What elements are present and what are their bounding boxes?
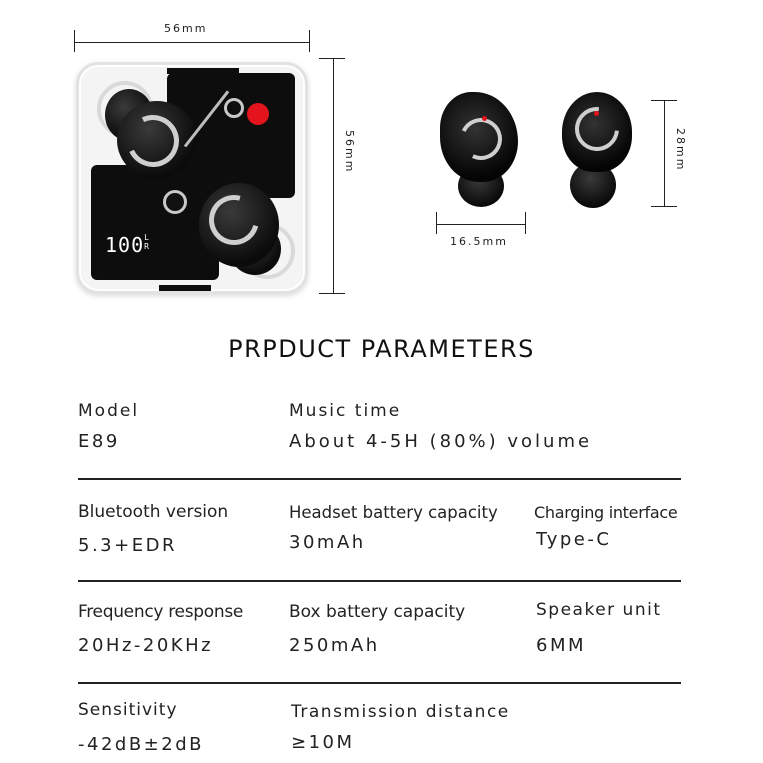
earbud-width-line: [436, 224, 526, 225]
earbud-height-tick-bottom: [651, 206, 677, 207]
row-divider: [78, 478, 681, 480]
param-label-bluetooth: Bluetooth version: [78, 502, 229, 522]
param-label-speaker: Speaker unit: [536, 600, 662, 620]
case-top-hinge: [167, 68, 239, 74]
battery-display: [105, 233, 150, 257]
case-height-label: 56mm: [343, 130, 356, 174]
earbud-height-label: 28mm: [674, 128, 687, 172]
earbud-right-led: [594, 111, 599, 116]
param-value-music-time: About 4-5H (80%) volume: [289, 431, 593, 452]
param-label-box-battery: Box battery capacity: [289, 602, 466, 622]
param-value-transmission: ≥10M: [291, 732, 355, 753]
earbud-height-tick-top: [651, 100, 677, 101]
width-dimension-tick-left: [74, 30, 75, 52]
row-divider: [78, 580, 681, 582]
param-label-frequency: Frequency response: [78, 602, 244, 622]
height-dimension-line: [333, 58, 334, 294]
param-value-charging: Type-C: [536, 529, 612, 550]
battery-left-indicator: L: [144, 233, 150, 242]
param-value-sensitivity: -42dB±2dB: [78, 734, 204, 755]
param-value-headset-battery: 30mAh: [289, 532, 366, 553]
case-pivot-top: [224, 98, 244, 118]
param-label-charging: Charging interface: [534, 503, 678, 522]
earbud-width-label: 16.5mm: [450, 235, 508, 248]
param-label-model: Model: [78, 401, 140, 421]
param-value-bluetooth: 5.3+EDR: [78, 535, 177, 556]
case-width-label: 56mm: [164, 22, 208, 35]
width-dimension-line: [74, 42, 310, 43]
param-value-box-battery: 250mAh: [289, 635, 380, 656]
param-label-headset-battery: Headset battery capacity: [289, 503, 498, 522]
earbud-width-tick-right: [525, 212, 526, 234]
row-divider: [78, 682, 681, 684]
param-value-frequency: 20Hz-20KHz: [78, 635, 214, 656]
param-label-sensitivity: Sensitivity: [78, 700, 178, 720]
charging-case-image: [76, 62, 308, 294]
red-indicator-dot: [247, 103, 269, 125]
earbud-height-line: [664, 100, 665, 207]
earbud-left-led: [482, 116, 487, 121]
width-dimension-tick-right: [309, 30, 310, 52]
height-dimension-tick-top: [319, 58, 345, 59]
param-label-transmission: Transmission distance: [291, 702, 510, 722]
battery-percentage: 100: [105, 233, 145, 257]
case-bottom-hinge: [159, 285, 211, 291]
battery-right-indicator: R: [144, 242, 150, 251]
param-value-model: E89: [78, 431, 120, 452]
case-pivot-bottom: [163, 190, 187, 214]
param-value-speaker: 6MM: [536, 635, 587, 656]
param-label-music-time: Music time: [289, 401, 402, 421]
earbud-width-tick-left: [436, 212, 437, 234]
section-title: PRPDUCT PARAMETERS: [228, 335, 535, 363]
height-dimension-tick-bottom: [319, 293, 345, 294]
